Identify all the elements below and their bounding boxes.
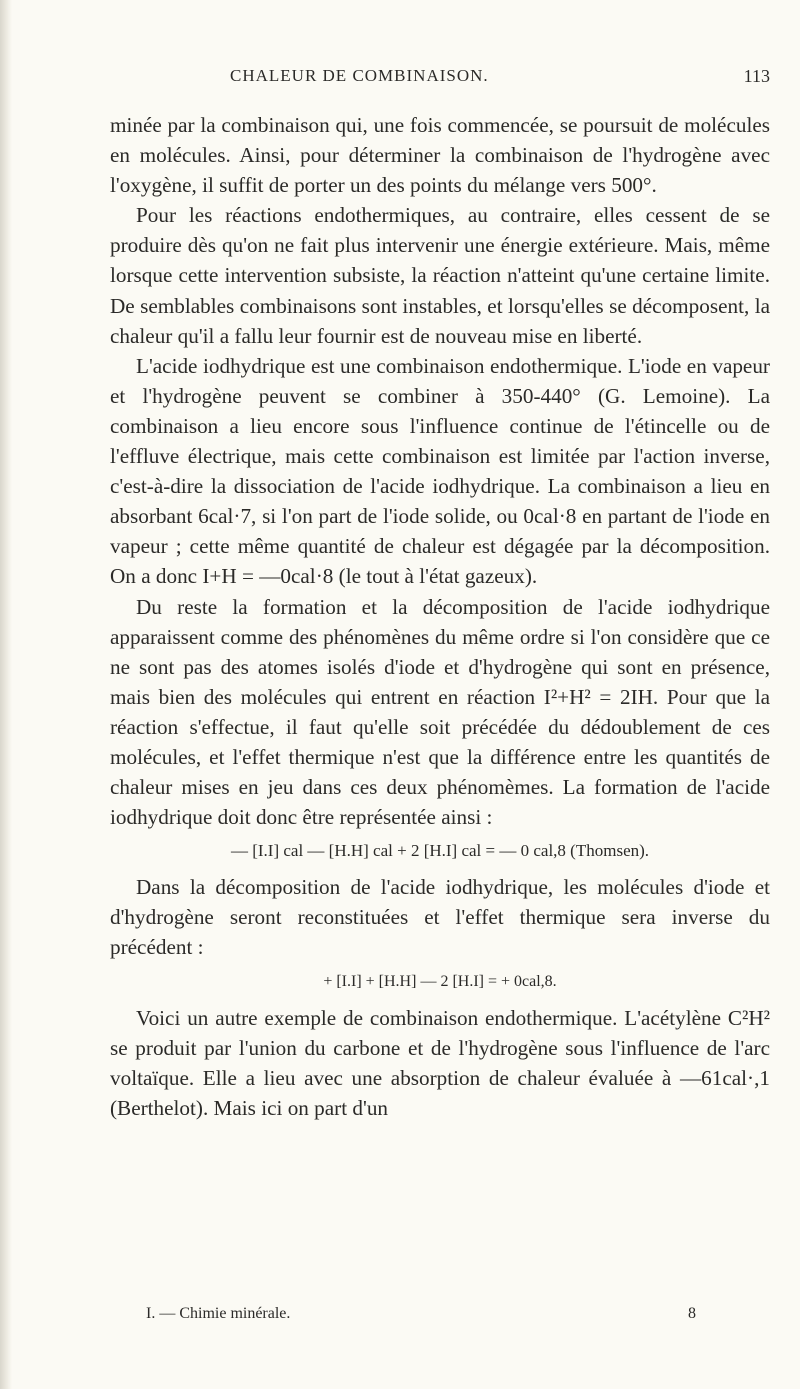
page-body	[110, 110, 770, 1123]
page-footer	[146, 1305, 696, 1333]
formula-decomposition: + [I.I] + [H.H] — 2 [H.I] = + 0cal,8.	[323, 972, 557, 990]
page-edge-shadow	[0, 0, 12, 1389]
running-title: CHALEUR DE COMBINAISON.	[230, 66, 489, 85]
paragraph-3: L'acide iodhydrique est une combinaison endothermique. L'iode en vapeur et l'hydrogène peuvent se combiner à 350-440° (G. Lemoine). La combinaison a lieu encore sous l'influence continue de l'étincelle ou de l'effluve électrique, mais cette combinaison est limitée par l'action inverse, c'est-à-dire la dissociation de l'acide iodhydrique. La combinaison a lieu en absorbant 6cal·7, si l'on part de l'iode solide, ou 0cal·8 en partant de l'iode en vapeur ; cette même quantité de chaleur est dégagée par la décomposition. On a donc I+H = —0cal·8 (le tout à l'état gazeux).	[110, 353, 770, 589]
formula-thomsen: — [I.I] cal — [H.H] cal + 2 [H.I] cal = — 0 cal,8 (Thomsen).	[230, 841, 650, 861]
paragraph-5: Dans la décomposition de l'acide iodhydrique, les molécules d'iode et d'hydrogène seront reconstituées et l'effet thermique sera inverse du précédent :	[110, 875, 770, 960]
page-header	[110, 60, 770, 92]
paragraph-1: minée par la combinaison qui, une fois commencée, se poursuit de molécules en molécules. Ainsi, pour déterminer la combinaison de l'hydrogène avec l'oxygène, il suffit de porter un des points du mélange vers 500°.	[110, 113, 770, 198]
paragraph-2: Pour les réactions endothermiques, au contraire, elles cessent de se produire dès qu'on ne fait plus intervenir une énergie extérieure. Mais, même lorsque cette intervention subsiste, la réaction n'atteint qu'une certaine limite. De semblables combinaisons sont instables, et lorsqu'elles se décomposent, la chaleur qu'il a fallu leur fournir est de nouveau mise en liberté.	[110, 203, 770, 348]
paragraph-6: Voici un autre exemple de combinaison endothermique. L'acétylène C²H² se produit par l'union du carbone et de l'hydrogène sous l'influence de l'arc voltaïque. Elle a lieu avec une absorption de chaleur évaluée à —61cal·,1 (Berthelot). Mais ici on part d'un	[110, 1005, 770, 1120]
page-number: 113	[743, 66, 770, 86]
paragraph-4: Du reste la formation et la décomposition de l'acide iodhydrique apparaissent comme des phénomènes du même ordre si l'on considère que ce ne sont pas des atomes isolés d'iode et d'hydrogène qui sont en présence, mais bien des molécules qui entrent en réaction I²+H² = 2IH. Pour que la réaction s'effectue, il faut qu'elle soit précédée du dédoublement de ces molécules, et l'effet thermique n'est que la différence entre les quantités de chaleur mises en jeu dans ces deux phénomèmes. La formation de l'acide iodhydrique doit donc être représentée ainsi :	[110, 594, 770, 830]
signature-mark: 8	[688, 1305, 696, 1322]
footer-section-label: I. — Chimie minérale.	[146, 1305, 291, 1322]
